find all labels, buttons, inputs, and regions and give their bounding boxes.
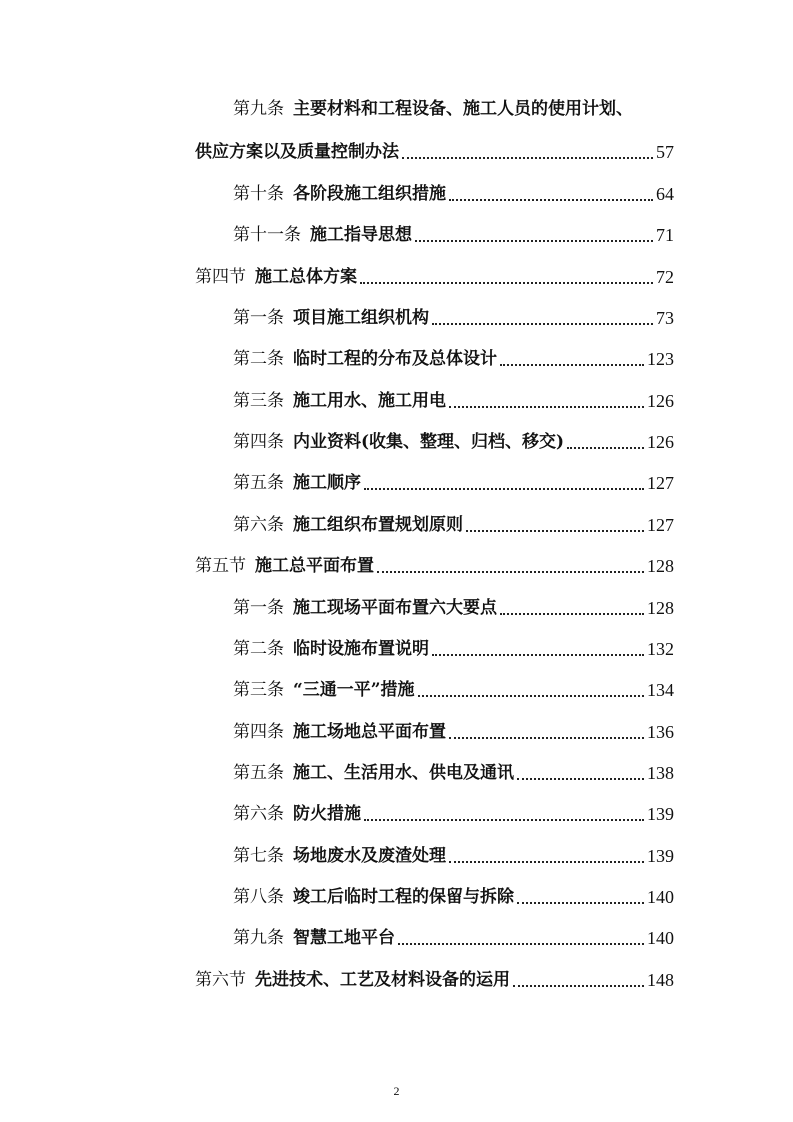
toc-entry-label <box>233 882 514 912</box>
toc-entry-page: 148 <box>647 969 674 990</box>
toc-entry-number: 第五条 <box>233 762 284 783</box>
toc-entry-title: 主要材料和工程设备、施工人员的使用计划、 <box>293 99 633 119</box>
toc-entry-page: 64 <box>656 184 674 204</box>
toc-entry-title: “三通一平”措施 <box>293 680 415 701</box>
toc-leader-dots <box>517 778 644 780</box>
toc-entry[interactable] <box>233 179 674 209</box>
toc-entry-label <box>195 551 374 581</box>
toc-entry-label <box>233 675 415 705</box>
toc-entry[interactable] <box>195 551 674 581</box>
toc-entry-label <box>195 965 510 995</box>
toc-entry-title: 施工总平面布置 <box>255 556 374 577</box>
toc-leader-dots <box>432 654 644 656</box>
toc-leader-dots <box>500 613 644 615</box>
toc-entry-label <box>233 923 395 953</box>
toc-entry[interactable] <box>233 510 674 540</box>
toc-entry-number: 第八条 <box>233 886 284 907</box>
toc-leader-dots <box>449 406 644 408</box>
toc-entry-wrapped-first-line[interactable] <box>233 94 633 124</box>
toc-entry-page: 140 <box>647 886 674 907</box>
toc-entry-title: 施工场地总平面布置 <box>293 721 446 742</box>
toc-entry-page: 73 <box>656 308 674 329</box>
toc-entry-number: 第三条 <box>233 390 284 411</box>
toc-leader-dots <box>432 323 653 325</box>
toc-entry-title: 施工总体方案 <box>255 266 357 287</box>
toc-entry[interactable] <box>233 427 674 457</box>
toc-entry-label <box>233 220 412 250</box>
toc-leader-dots <box>364 819 644 821</box>
toc-entry-page: 128 <box>647 597 674 618</box>
toc-entry-number: 第十一条 <box>233 225 301 246</box>
toc-entry-title: 场地废水及废渣处理 <box>293 845 446 866</box>
toc-entry-title: 施工顺序 <box>293 473 361 494</box>
toc-entry-page: 126 <box>647 390 674 411</box>
toc-entry-title: 施工用水、施工用电 <box>293 390 446 411</box>
toc-entry[interactable] <box>233 717 674 747</box>
toc-entry-label <box>233 593 497 623</box>
toc-entry-label <box>195 262 357 292</box>
toc-entry-title: 内业资料(收集、整理、归档、移交) <box>293 432 565 453</box>
toc-entry-number: 第二条 <box>233 638 284 659</box>
toc-entry-number: 第十条 <box>233 184 284 204</box>
toc-entry[interactable] <box>233 220 674 250</box>
toc-entry[interactable] <box>233 675 674 705</box>
toc-entry-title: 供应方案以及质量控制办法 <box>195 142 399 162</box>
toc-entry-label <box>233 303 429 333</box>
toc-leader-dots <box>402 157 653 159</box>
toc-entry-label <box>233 179 446 209</box>
toc-entry-label <box>233 717 446 747</box>
toc-entry-label <box>233 758 514 788</box>
toc-entry-page: 134 <box>647 680 674 701</box>
toc-entry-page: 138 <box>647 762 674 783</box>
toc-entry[interactable] <box>195 262 674 292</box>
toc-entry-page: 127 <box>647 514 674 535</box>
toc-entry-page: 127 <box>647 473 674 494</box>
toc-leader-dots <box>418 695 644 697</box>
toc-entry-label <box>233 344 497 374</box>
toc-entry-number: 第三条 <box>233 680 284 701</box>
toc-entry-page: 57 <box>656 142 674 162</box>
toc-entry-number: 第九条 <box>233 928 284 949</box>
toc-entry-number: 第七条 <box>233 845 284 866</box>
toc-leader-dots <box>449 737 644 739</box>
toc-entry-title: 竣工后临时工程的保留与拆除 <box>293 886 514 907</box>
toc-entry-label <box>233 634 429 664</box>
toc-leader-dots <box>449 199 653 201</box>
toc-entry-page: 140 <box>647 928 674 949</box>
toc-leader-dots <box>449 861 644 863</box>
toc-entry[interactable] <box>233 923 674 953</box>
toc-entry-number: 第一条 <box>233 597 284 618</box>
toc-leader-dots <box>466 530 644 532</box>
toc-entry-label <box>233 799 361 829</box>
toc-entry-page: 139 <box>647 804 674 825</box>
toc-entry-title: 临时设施布置说明 <box>293 638 429 659</box>
toc-entry-label <box>233 841 446 871</box>
toc-entry-title: 项目施工组织机构 <box>293 308 429 329</box>
toc-entry-page: 132 <box>647 638 674 659</box>
toc-entry[interactable] <box>233 386 674 416</box>
toc-entry[interactable] <box>233 882 674 912</box>
toc-entry-number: 第九条 <box>233 99 284 119</box>
toc-entry-label <box>233 510 463 540</box>
toc-leader-dots <box>517 902 644 904</box>
toc-entry-continuation[interactable] <box>195 137 674 167</box>
toc-entry[interactable] <box>233 799 674 829</box>
toc-leader-dots <box>398 943 644 945</box>
toc-entry-number: 第六条 <box>233 804 284 825</box>
toc-leader-dots <box>415 240 653 242</box>
toc-entry-number: 第四条 <box>233 432 284 453</box>
toc-leader-dots <box>513 985 644 987</box>
toc-entry-number: 第六节 <box>195 969 246 990</box>
toc-entry-label <box>233 468 361 498</box>
toc-entry-page: 71 <box>656 225 674 246</box>
toc-entry[interactable] <box>233 468 674 498</box>
toc-entry-page: 126 <box>647 432 674 453</box>
toc-entry-title: 施工组织布置规划原则 <box>293 514 463 535</box>
toc-entry-title: 施工现场平面布置六大要点 <box>293 597 497 618</box>
toc-entry-number: 第六条 <box>233 514 284 535</box>
toc-entry-title: 防火措施 <box>293 804 361 825</box>
toc-entry[interactable] <box>233 634 674 664</box>
toc-entry-number: 第二条 <box>233 349 284 370</box>
toc-entry[interactable] <box>195 965 674 995</box>
toc-entry[interactable] <box>233 758 674 788</box>
toc-entry-title: 智慧工地平台 <box>293 928 395 949</box>
toc-entry-page: 139 <box>647 845 674 866</box>
toc-entry-title: 施工、生活用水、供电及通讯 <box>293 762 514 783</box>
toc-entry-number: 第四条 <box>233 721 284 742</box>
toc-entry-title: 临时工程的分布及总体设计 <box>293 349 497 370</box>
toc-entry[interactable] <box>233 593 674 623</box>
page-number: 2 <box>393 1084 400 1098</box>
toc-entry-number: 第一条 <box>233 308 284 329</box>
toc-entry[interactable] <box>233 303 674 333</box>
toc-entry[interactable] <box>233 344 674 374</box>
toc-entry-title: 先进技术、工艺及材料设备的运用 <box>255 969 510 990</box>
toc-entry-page: 72 <box>656 266 674 287</box>
toc-leader-dots <box>364 488 644 490</box>
toc-entry-page: 136 <box>647 721 674 742</box>
toc-entry-label <box>233 427 564 457</box>
toc-entry-title: 施工指导思想 <box>310 225 412 246</box>
toc-leader-dots <box>567 447 644 449</box>
toc-entry-number: 第五条 <box>233 473 284 494</box>
toc-leader-dots <box>377 571 644 573</box>
toc-entry-number: 第五节 <box>195 556 246 577</box>
toc-entry-page: 123 <box>647 349 674 370</box>
toc-entry-page: 128 <box>647 556 674 577</box>
toc-entry-title: 各阶段施工组织措施 <box>293 184 446 204</box>
toc-leader-dots <box>360 282 653 284</box>
toc-leader-dots <box>500 364 644 366</box>
toc-entry[interactable] <box>233 841 674 871</box>
toc-entry-number: 第四节 <box>195 266 246 287</box>
toc-entry-label <box>233 386 446 416</box>
